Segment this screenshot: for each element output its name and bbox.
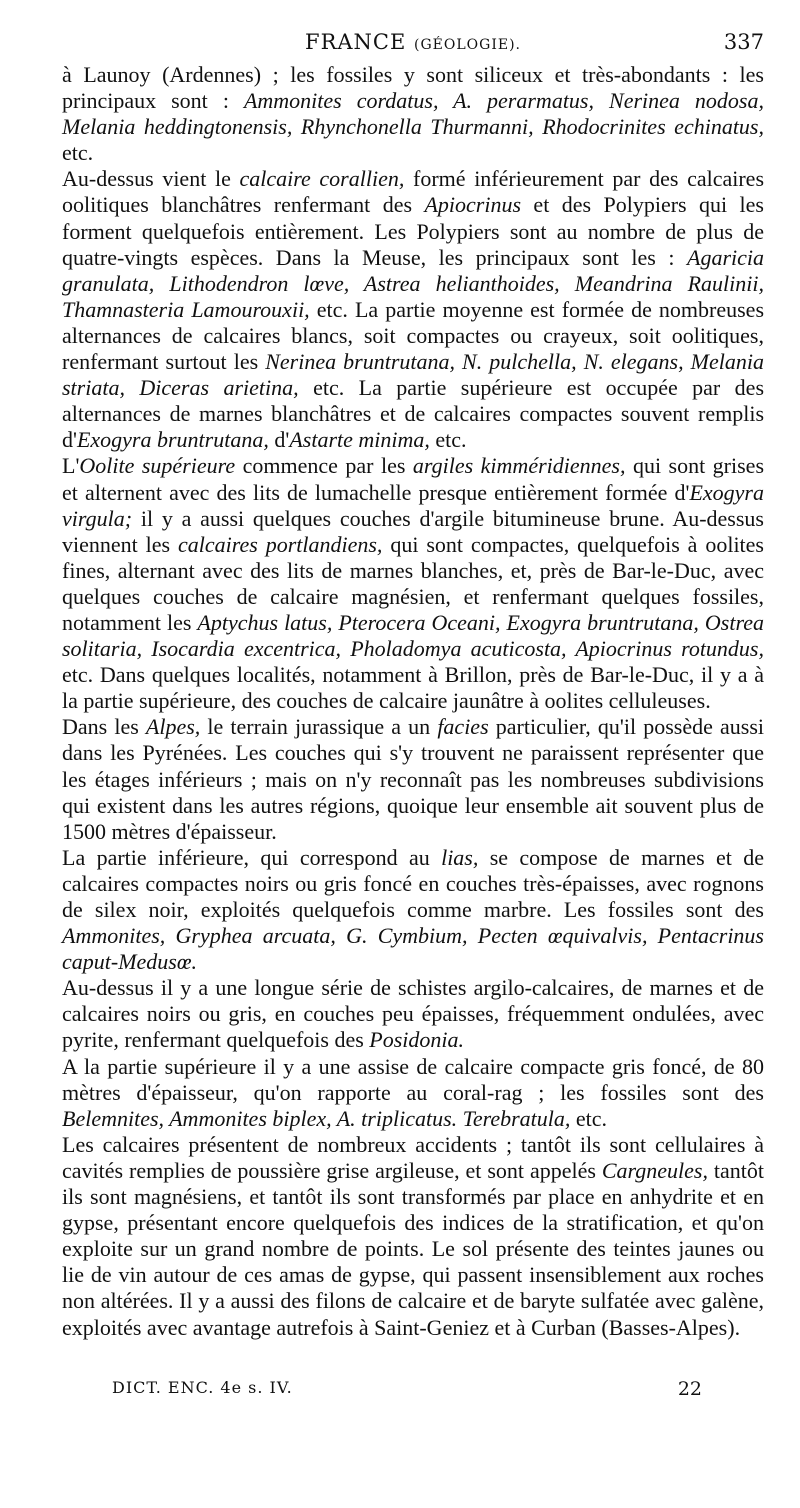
text-run: etc. [62, 140, 94, 166]
text-run: Dans les [62, 714, 146, 740]
page-footer [112, 1378, 702, 1406]
text-run: qui sont grises et alternent avec des lits de lumachelle presque entièrement formée d' [62, 453, 765, 505]
running-head [62, 30, 764, 62]
text-run: particulier, qu'il possède aussi dans les Pyrénées. Les couches qui s'y trouvent ne paraissent représenter que les étages inférieurs ; mais on n'y reconnaît pas les nombreuses subdivisions qui existent dans les autres régions, quoique leur ensemble ait souvent plus de 1500 mètres d'épaisseur. [62, 714, 764, 844]
italic-term: Astarte minima, [289, 427, 430, 453]
text-run: etc. [570, 1105, 608, 1131]
running-title-sub: (GÉOLOGIE). [414, 37, 521, 53]
text-run: le terrain jurassique a un [200, 714, 438, 740]
text-run: d' [268, 427, 290, 453]
italic-term: facies [437, 714, 489, 740]
text-run: se compose de marnes et de calcaires compactes noirs ou gris foncé en couches très-épaisses, avec rognons de silex noir, exploités quelquefois comme marbre. Les fossiles sont des [62, 844, 765, 922]
italic-term: Apiocrinus [424, 192, 522, 218]
text-run: commence par les [235, 453, 413, 479]
italic-term: calcaires portlandiens, [177, 531, 383, 557]
italic-term: Cargneules, [601, 1157, 708, 1183]
paragraph [62, 975, 764, 1053]
text-run: à Launoy (Ardennes) ; les fossiles y sont siliceux et très-abondants : les principaux sont : [62, 62, 764, 114]
text-run: qui sont compactes, quelquefois à oolites fines, alternant avec des lits de marnes blanches, et, près de Bar-le-Duc, avec quelques couches de calcaire magnésien, et renfermant quelques fossiles, notamment les [62, 531, 764, 635]
text-run: Les calcaires présentent de nombreux accidents ; tantôt ils sont cellulaires à cavités remplies de poussière grise argileuse, et sont appelés [62, 1131, 764, 1183]
text-run: et des Polypiers qui les forment quelquefois entièrement. Les Polypiers sont au nombre de plus de quatre-vingts espèces. Dans la Meuse, les principaux sont les : [62, 192, 764, 270]
page-number: 337 [723, 30, 764, 54]
body-text [62, 62, 764, 1341]
paragraph [62, 1054, 764, 1132]
paragraph [62, 62, 764, 166]
italic-term: Nerinea bruntrutana, N. pulchella, N. elegans, Melania striata, Diceras arietina, [62, 349, 764, 401]
sheet-number: 22 [677, 1378, 702, 1400]
text-run: etc. [429, 427, 467, 453]
italic-term: argiles kimméridiennes, [412, 453, 626, 479]
text-run: Au-dessus il y a une longue série de schistes argilo-calcaires, de marnes et de calcaires noirs ou gris, en couches peu épaisses, fréquemment ondulées, avec pyrite, renfermant quelquefois des [62, 975, 764, 1053]
text-run: etc. La partie supérieure est occupée par des alternances de marnes blanchâtres et de calcaires compactes souvent remplis d' [62, 375, 764, 453]
paragraph [62, 166, 764, 453]
text-run: etc. La partie moyenne est formée de nombreuses alternances de calcaires blancs, soit compactes ou crayeux, soit oolitiques, renfermant surtout les [62, 296, 765, 375]
paragraph [62, 453, 764, 714]
text-run: La partie inférieure, qui correspond au [62, 844, 442, 870]
italic-term: Alpes, [145, 714, 201, 740]
italic-term: Ammonites, Gryphea arcuata, G. Cymbium, Pecten œquivalvis, Pentacrinus caput-Medusœ. [62, 923, 764, 975]
italic-term: Posidonia. [369, 1027, 465, 1053]
italic-term: Agaricia granulata, Lithodendron lœve, Astrea helianthoides, Meandrina Raulinii, Thamnasteria Lamourouxii, [62, 244, 764, 322]
running-title [62, 30, 764, 54]
italic-term: Exogyra virgula; [62, 479, 764, 531]
italic-term: lias, [441, 844, 479, 870]
italic-term: Oolite supérieure [79, 453, 236, 479]
paragraph [62, 714, 764, 844]
paragraph [62, 1132, 764, 1341]
signature-mark: DICT. ENC. 4e s. IV. [112, 1378, 293, 1397]
italic-term: Belemnites, Ammonites biplex, A. triplicatus. Terebratula, [62, 1105, 571, 1131]
italic-term: Ammonites cordatus, A. perarmatus, Nerinea nodosa, Melania heddingtonensis, Rhynchonella Thurmanni, Rhodocrinites echinatus, [62, 88, 764, 140]
text-run: Au-dessus vient le [62, 166, 240, 192]
text-run: tantôt ils sont magnésiens, et tantôt ils sont transformés par place en anhydrite et en gypse, présentant encore quelquefois des indices de la stratification, et qu'on exploite sur un grand nombre de points. Le sol présente des teintes jaunes ou lie de vin autour de ces amas de gypse, qui passent insensiblement aux roches non altérées. Il y a aussi des filons de calcaire et de baryte sulfatée avec galène, exploités avec avantage autrefois à Saint-Geniez et à Curban (Basses-Alpes). [62, 1157, 764, 1340]
text-run: etc. Dans quelques localités, notamment à Brillon, près de Bar-le-Duc, il y a à la partie supérieure, des couches de calcaire jaunâtre à oolites celluleuses. [62, 662, 764, 714]
running-title-main: FRANCE [305, 30, 407, 54]
italic-term: calcaire corallien, [239, 166, 405, 192]
text-run: A la partie supérieure il y a une assise de calcaire compacte gris foncé, de 80 mètres d'épaisseur, qu'on rapporte au coral-rag ; les fossiles sont des [62, 1053, 764, 1105]
paragraph [62, 845, 764, 975]
italic-term: Exogyra bruntrutana, [76, 427, 269, 453]
text-run: formé inférieurement par des calcaires oolitiques blanchâtres renfermant des [62, 166, 765, 218]
text-run: L' [62, 453, 80, 479]
italic-term: Aptychus latus, Pterocera Oceani, Exogyra bruntrutana, Ostrea solitaria, Isocardia excentrica, Pholadomya acuticosta, Apiocrinus rotundus, [62, 609, 764, 662]
text-run: il y a aussi quelques couches d'argile bitumineuse brune. Au-dessus viennent les [62, 505, 764, 557]
